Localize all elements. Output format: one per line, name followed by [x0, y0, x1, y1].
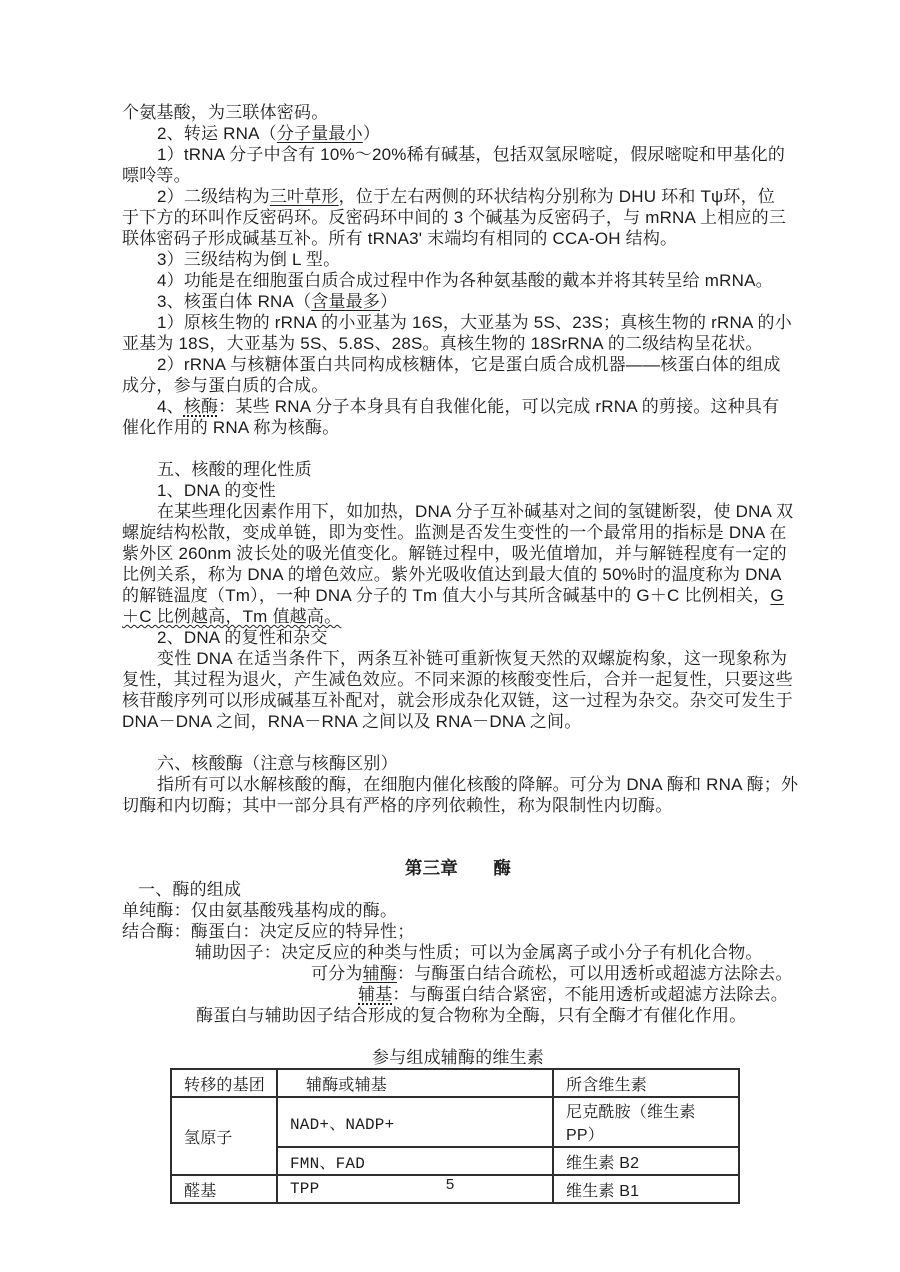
text-segment: 于下方的环叫作反密码环。反密码环中间的 3 个碱基为反密码子，与 mRNA 上相应的三	[122, 208, 787, 227]
text-line	[122, 207, 794, 228]
underlined-text-segment: G	[770, 586, 784, 605]
text-line	[122, 942, 794, 963]
text-segment: ）	[362, 124, 381, 143]
underlined-text-segment: ＋C 比例越高，Tm 值越高。	[122, 607, 342, 626]
underlined-text-segment: 含量最多	[311, 292, 381, 311]
text-segment: ）	[380, 292, 398, 311]
text-segment: 结合酶：酶蛋白：决定反应的特异性；	[122, 922, 415, 941]
text-segment: 指所有可以水解核酸的酶，在细胞内催化核酸的降解。可分为 DNA 酶和 RNA 酶；外	[157, 775, 799, 794]
table-header-cell: 辅酶或辅基	[277, 1069, 553, 1097]
table-header-cell: 所含维生素	[553, 1069, 739, 1097]
text-line	[122, 1026, 794, 1047]
text-line	[122, 774, 799, 795]
text-segment: 2）rRNA 与核糖体蛋白共同构成核糖体，它是蛋白质合成机器――核蛋白体的组成	[157, 355, 781, 374]
text-line	[122, 816, 794, 837]
text-segment: ，位于左右两侧的环状结构分别称为 DHU 环和 Tψ环，位	[338, 187, 775, 206]
text-segment: 2）二级结构为	[157, 187, 270, 206]
text-line	[122, 627, 794, 648]
text-line	[122, 753, 794, 774]
text-line	[122, 585, 794, 606]
text-line	[122, 144, 794, 165]
text-line	[122, 879, 794, 900]
text-line	[122, 417, 794, 438]
table-cell: 尼克酰胺（维生素 PP）	[553, 1097, 739, 1147]
text-segment: 六、核酸酶（注意与核酶区别）	[157, 754, 398, 773]
text-line	[122, 837, 794, 858]
text-line	[122, 333, 794, 354]
text-line	[122, 354, 794, 375]
text-segment: 变性 DNA 在适当条件下，两条互补链可重新恢复天然的双螺旋构象，这一现象称为	[157, 649, 788, 668]
text-line	[122, 543, 794, 564]
text-line	[122, 900, 794, 921]
text-line	[122, 1005, 794, 1026]
table-cell: 氢原子	[171, 1097, 277, 1175]
table-cell: FMN、FAD	[277, 1147, 553, 1175]
text-line	[122, 963, 794, 984]
text-line	[122, 606, 794, 627]
text-segment: 参与组成辅酶的维生素	[372, 1048, 544, 1067]
text-line	[122, 312, 794, 333]
text-segment: 酶蛋白与辅助因子结合形成的复合物称为全酶，只有全酶才有催化作用。	[196, 1006, 747, 1025]
text-segment: ：某些 RNA 分子本身具有自我催化能，可以完成 rRNA 的剪接。这种具有	[218, 397, 780, 416]
table-header-cell: 转移的基团	[171, 1069, 277, 1097]
text-segment: 第三章 酶	[404, 858, 512, 878]
text-line	[122, 648, 794, 669]
text-block	[122, 102, 799, 1204]
table-cell: 维生素 B1	[553, 1175, 739, 1203]
text-line	[122, 438, 794, 459]
text-segment: 嘌呤等。	[122, 166, 191, 185]
underlined-text-segment: 分子量最小	[276, 124, 363, 143]
text-line	[122, 249, 794, 270]
text-segment: DNA－DNA 之间，RNA－RNA 之间以及 RNA－DNA 之间。	[122, 712, 582, 731]
table-cell: 维生素 B2	[553, 1147, 739, 1175]
text-line	[122, 564, 794, 585]
text-segment: 联体密码子形成碱基互补。所有 tRNA3' 末端均有相同的 CCA-OH 结构。	[122, 229, 678, 248]
text-segment: 螺旋结构松散，变成单链，即为变性。监测是否发生变性的一个最常用的指标是 DNA 在	[122, 523, 787, 542]
table-header-row	[171, 1069, 739, 1097]
table-cell: TPP	[277, 1175, 553, 1203]
text-segment: 亚基为 18S，大亚基为 5S、5.8S、28S。真核生物的 18SrRNA 的二级结构呈花状。	[122, 334, 763, 353]
text-segment: 在某些理化因素作用下，如加热，DNA 分子互补碱基对之间的氢键断裂，使 DNA 双	[157, 502, 794, 521]
text-segment: 单纯酶：仅由氨基酸残基构成的酶。	[122, 901, 398, 920]
text-segment: 催化作用的 RNA 称为核酶。	[122, 418, 340, 437]
text-line	[122, 669, 794, 690]
text-segment: 核苷酸序列可以形成碱基互补配对，就会形成杂化双链，这一过程为杂交。杂交可发生于	[122, 691, 793, 710]
underlined-text-segment: 核酶	[183, 397, 219, 416]
text-segment: 2、DNA 的复性和杂交	[157, 628, 328, 647]
text-segment: 辅助因子：决定反应的种类与性质；可以为金属离子或小分子有机化合物。	[195, 943, 763, 962]
text-segment: 成分，参与蛋白质的合成。	[122, 376, 329, 395]
underlined-text-segment: 三叶草形	[269, 187, 339, 206]
text-line	[122, 858, 794, 879]
text-line	[122, 795, 794, 816]
text-segment: 1）原核生物的 rRNA 的小亚基为 16S，大亚基为 5S、23S；真核生物的 rRNA 的小	[157, 313, 792, 332]
text-line	[122, 228, 794, 249]
underlined-text-segment: 辅基	[358, 985, 393, 1004]
text-line	[122, 102, 794, 123]
text-segment: ：与酶蛋白结合疏松，可以用透析或超滤方法除去。	[397, 964, 793, 983]
text-line	[122, 165, 794, 186]
text-segment: 1、DNA 的变性	[157, 481, 276, 500]
text-line	[122, 459, 794, 480]
underlined-text-segment: 辅酶	[362, 964, 398, 983]
text-line	[122, 501, 794, 522]
text-line	[122, 1047, 794, 1068]
text-line	[122, 690, 794, 711]
table-cell: 醛基	[171, 1175, 277, 1203]
text-segment: 可分为	[311, 964, 363, 983]
text-segment: ：与酶蛋白结合紧密，不能用透析或超滤方法除去。	[392, 985, 789, 1004]
text-segment: 一、酶的组成	[138, 880, 242, 899]
text-line	[122, 732, 794, 753]
text-segment: 个氨基酸，为三联体密码。	[122, 103, 329, 122]
text-line	[122, 291, 794, 312]
page-number: 5	[445, 1176, 455, 1193]
text-segment: 4、	[157, 397, 184, 416]
text-segment: 紫外区 260nm 波长处的吸光值变化。解链过程中，吸光值增加，并与解链程度有一定的	[122, 544, 787, 563]
text-line	[122, 186, 794, 207]
text-segment: 4）功能是在细胞蛋白质合成过程中作为各种氨基酸的戴本并将其转呈给 mRNA。	[157, 271, 773, 290]
text-segment: 五、核酸的理化性质	[157, 460, 312, 479]
text-segment: 3、核蛋白体 RNA（	[157, 292, 312, 311]
text-segment: 复性，其过程为退火，产生减色效应。不同来源的核酸变性后，合并一起复性，只要这些	[122, 670, 793, 689]
text-line	[122, 522, 794, 543]
text-segment: 3）三级结构为倒 L 型。	[157, 250, 341, 269]
text-line	[122, 984, 794, 1005]
table-row	[171, 1097, 739, 1147]
text-line	[122, 270, 794, 291]
text-line	[122, 375, 794, 396]
text-line	[122, 123, 794, 144]
text-segment: 2、转运 RNA（	[157, 124, 277, 143]
table-cell: NAD+、NADP+	[277, 1097, 553, 1147]
text-segment: 1）tRNA 分子中含有 10%～20%稀有碱基，包括双氢尿嘧啶，假尿嘧啶和甲基化的	[157, 145, 786, 164]
text-line	[122, 711, 794, 732]
text-segment: 的解链温度（Tm），一种 DNA 分子的 Tm 值大小与其所含碱基中的 G＋C 比例相关，	[122, 586, 771, 605]
text-segment: 切酶和内切酶；其中一部分具有严格的序列依赖性，称为限制性内切酶。	[122, 796, 673, 815]
text-line	[122, 480, 794, 501]
text-line	[122, 396, 794, 417]
text-segment: 比例关系，称为 DNA 的增色效应。紫外光吸收值达到最大值的 50%时的温度称为 DNA	[122, 565, 782, 584]
text-line	[122, 921, 794, 942]
